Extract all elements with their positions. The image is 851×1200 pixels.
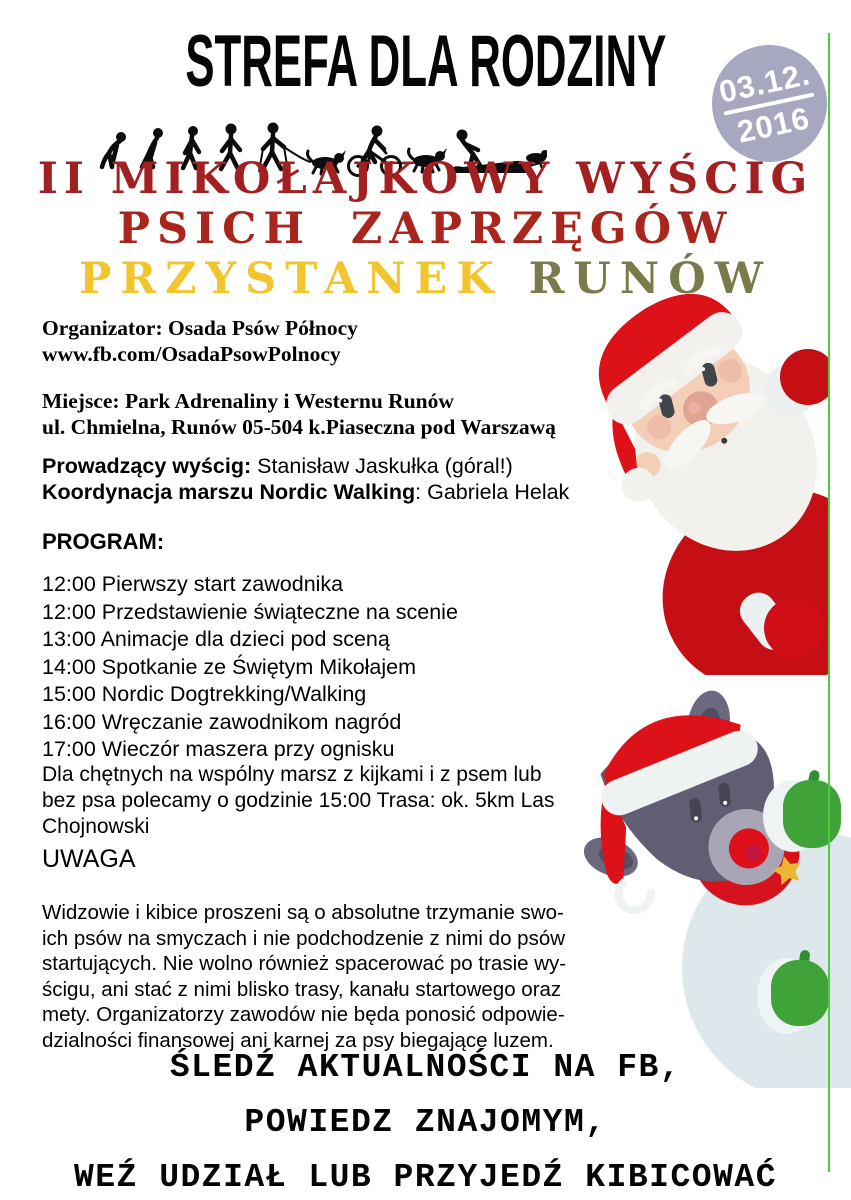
warning-body [42,900,566,1053]
title-line1: II MIKOŁAJKOWY WYŚCIG [37,154,814,204]
organizer-line1: Organizator: Osada Psów Północy [42,316,358,340]
warning-line: ścigu, ani stać z nimi blisko trasy, kanału startowego oraz [42,977,562,1001]
walk-info-line: Chojnowski [42,815,150,838]
footer-line: POWIEDZ ZNAJOMYM, [244,1104,607,1141]
date-badge-year: 2016 [734,99,814,150]
staff-coord-value: : Gabriela Helak [415,480,570,504]
title-line3 [0,256,851,303]
program-item: 12:00 Przedstawienie świąteczne na scenie [42,599,458,624]
reindeer-illustration-icon [565,688,851,1088]
organizer-fb-url: www.fb.com/OsadaPsowPolnocy [42,341,341,366]
warning-heading: UWAGA [42,845,136,873]
staff-coord-label: Koordynacja marszu Nordic Walking [42,480,416,504]
venue-line2: ul. Chmielna, Runów 05-504 k.Piaseczna pod Warszawą [42,414,556,439]
program-item: 15:00 Nordic Dogtrekking/Walking [42,682,367,706]
organizer-block [42,316,358,367]
date-badge-day: 03.12. [716,55,814,110]
program-item: 14:00 Spotkanie ze Świętym Mikołajem [42,654,417,679]
warning-line: ich psów na smyczach i nie podchodzenie z nimi do psów [42,926,566,950]
staff-lead-label: Prowadzący wyścig: [42,454,252,478]
date-badge [712,45,827,162]
program-heading: PROGRAM: [42,529,165,554]
warning-line: startujących. Nie wolno również spacerować po trasie wy- [42,952,567,975]
edge-line [828,33,830,1172]
warning-line: Widzowie i kibice proszeni są o absolutne trzymanie swo- [42,901,564,924]
program-list [42,571,458,764]
program-item: 13:00 Animacje dla dzieci pod sceną [42,627,390,651]
venue-line1: Miejsce: Park Adrenaliny i Westernu Runów [42,389,454,413]
footer-line: WEŹ UDZIAŁ LUB PRZYJEDŹ KIBICOWAĆ [73,1159,777,1196]
walk-info-line: Dla chętnych na wspólny marsz z kijkami i z psem lub [42,763,542,786]
walk-info-line: bez psa polecamy o godzinie 15:00 Trasa: ok. 5km Las [42,789,555,812]
venue-block [42,389,556,440]
title-line3-przystanek: PRZYSTANEK [79,254,503,304]
warning-line: mety. Organizatorzy zawodów nie będa ponosić odpowie- [42,1003,565,1026]
warning-line: dzialności finansowej ani karnej za psy biegające luzem. [42,1028,554,1052]
walk-info [42,762,554,840]
staff-coord-line [42,479,569,505]
staff-lead-value: Stanisław Jaskułka (góral!) [251,454,513,478]
staff-lead-line [42,453,569,479]
title-line3-runow: RUNÓW [528,254,772,304]
staff-block [42,453,569,505]
page-title-text: STREFA DLA RODZINY [185,21,666,102]
program-item: 12:00 Pierwszy start zawodnika [42,572,344,596]
program-item: 17:00 Wieczór maszera przy ognisku [42,737,395,761]
date-badge-content [716,55,823,150]
footer-line: ŚLEDŹ AKTUALNOŚCI NA FB, [169,1049,682,1086]
santa-illustration-icon [568,290,829,675]
title-line2: PSICH ZAPRZĘGÓW [117,204,734,254]
program-item: 16:00 Wręczanie zawodnikom nagród [42,709,402,734]
footer-cta [0,1040,851,1200]
